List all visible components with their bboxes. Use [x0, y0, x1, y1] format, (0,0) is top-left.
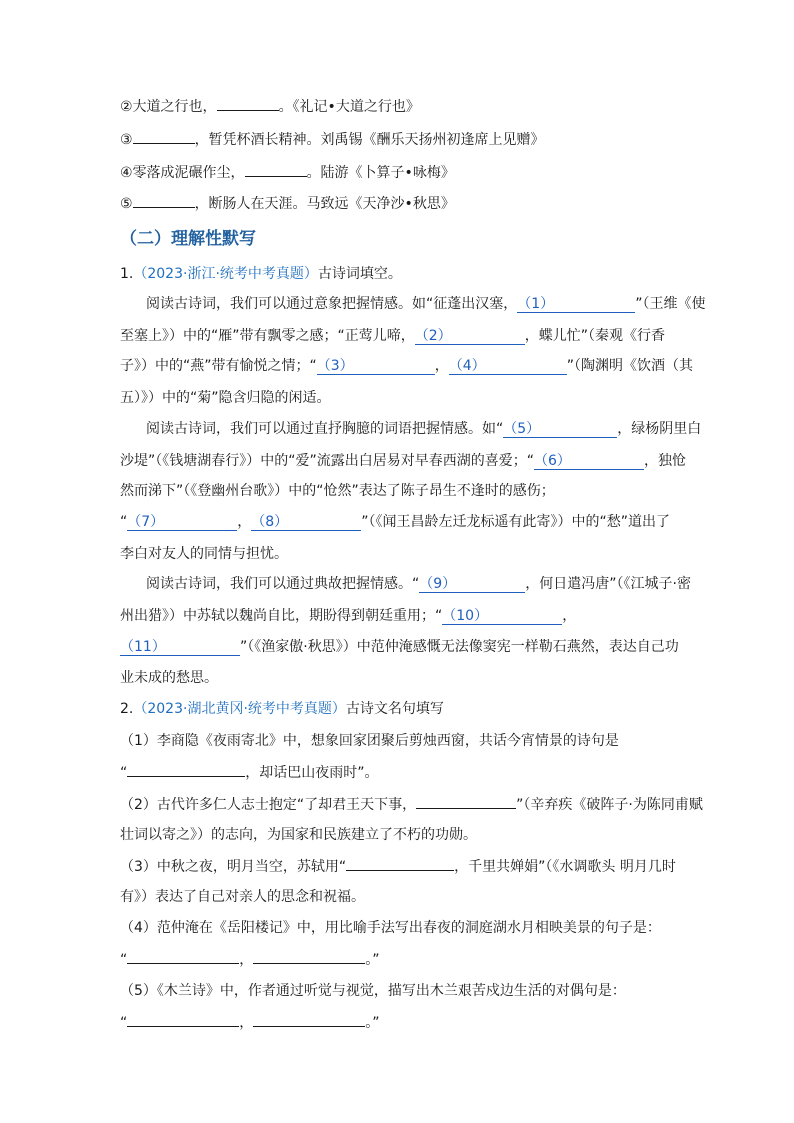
top-item-5: ⑤ ，断肠人在天涯。马致远《天净沙•秋思》 — [120, 193, 720, 214]
q2-line: 壮词以寄之》）的志向，为国家和民族建立了不朽的功勋。 — [120, 827, 477, 843]
q2-line: “ ， 。” — [120, 949, 720, 970]
q1-line: 阅读古诗词，我们可以通过直抒胸臆的词语把握情感。如“（5） ，绿杨阴里白 — [146, 421, 702, 437]
q2-line: 有》）表达了自己对亲人的思念和祝福。 — [120, 889, 365, 905]
q2-line: （3）中秋之夜，明月当空，苏轼用“ ，千里共婵娟”（《水调歌头 明月几时 — [120, 856, 720, 877]
top-item-3: ③ ，暂凭杯酒长精神。刘禹锡《酬乐天扬州初逢席上见赠》 — [120, 129, 720, 150]
q1-line: 阅读古诗词，我们可以通过意象把握情感。如“征蓬出汉塞，（1） ”（王维《使 — [146, 296, 706, 312]
answer-blank[interactable] — [346, 856, 454, 871]
section-title: （二）理解性默写 — [120, 229, 256, 249]
answer-blank-6[interactable]: （6） — [534, 453, 644, 470]
answer-blank[interactable] — [253, 949, 365, 964]
answer-blank-5[interactable]: （5） — [503, 421, 617, 438]
q2-line: （4）范仲淹在《岳阳楼记》中，用比喻手法写出春夜的洞庭湖水月相映美景的句子是： — [120, 920, 661, 936]
q1-line: 至塞上》）中的“雁”带有飘零之感；“正莺儿啼，（2） ，蝶儿忙”（秦观《行香 — [120, 328, 666, 344]
answer-blank-10[interactable]: （10） — [442, 608, 562, 625]
answer-blank[interactable] — [127, 949, 239, 964]
answer-blank-8[interactable]: （8） — [251, 514, 361, 531]
q1-line: 子》）中的“燕”带有愉悦之情；“（3） ，（4） ”（陶渊明《饮酒（其 — [120, 358, 694, 374]
answer-blank-3[interactable]: （3） — [317, 358, 435, 375]
q1-line: 州出猎》）中苏轼以魏尚自比，期盼得到朝廷重用；“（10） ， — [120, 608, 577, 624]
q1-line: 然而涕下”（《登幽州台歌》）中的“怆然”表达了陈子昂生不逢时的感伤； — [120, 483, 555, 499]
answer-blank-9[interactable]: （9） — [419, 576, 525, 593]
top-item-2: ②大道之行也， 。《礼记•大道之行也》 — [120, 96, 720, 117]
top-item-4: ④零落成泥碾作尘， 。陆游《卜算子•咏梅》 — [120, 162, 720, 183]
q2-line: “ ，却话巴山夜雨时”。 — [120, 762, 720, 783]
q2-line: “ ， 。” — [120, 1012, 720, 1033]
q1-line: “（7） ，（8） ”（《闻王昌龄左迁龙标遥有此寄》）中的“愁”道出了 — [120, 514, 671, 530]
answer-blank-11[interactable]: （11） — [120, 639, 240, 656]
answer-blank[interactable] — [133, 129, 195, 144]
q1-line: 阅读古诗词，我们可以通过典故把握情感。“（9） ，何日遣冯唐”（《江城子·密 — [146, 576, 691, 592]
q2-line: （2）古代许多仁人志士抱定“了却君王天下事， ”（辛弃疾《破阵子·为陈同甫赋 — [120, 794, 720, 815]
answer-blank-2[interactable]: （2） — [415, 328, 525, 345]
q1-line: 五）》）中的“菊”隐含归隐的闲适。 — [120, 390, 331, 406]
q1-line: 李白对友人的同情与担忧。 — [120, 546, 288, 562]
answer-blank[interactable] — [133, 193, 195, 208]
answer-blank[interactable] — [127, 1012, 239, 1027]
answer-blank[interactable] — [245, 162, 307, 177]
q1-line: （11） ”（《渔家傲·秋思》）中范仲淹感慨无法像窦宪一样勒石燕然，表达自己功 — [120, 639, 679, 655]
answer-blank-4[interactable]: （4） — [449, 358, 567, 375]
answer-blank[interactable] — [416, 794, 516, 809]
answer-blank-7[interactable]: （7） — [127, 514, 237, 531]
q1-line: 业未成的愁思。 — [120, 670, 218, 686]
answer-blank[interactable] — [127, 762, 245, 777]
q2-line: （5）《木兰诗》中，作者通过听觉与视觉，描写出木兰艰苦戍边生活的对偶句是： — [120, 983, 626, 999]
answer-blank[interactable] — [253, 1012, 365, 1027]
question-1-header: 1.（2023·浙江·统考中考真题）古诗词填空。 — [120, 266, 402, 282]
answer-blank[interactable] — [217, 96, 279, 111]
q1-line: 沙堤”（《钱塘湖春行》）中的“爱”流露出白居易对早春西湖的喜爱；“（6） ，独怆 — [120, 453, 687, 469]
question-2-header: 2.（2023·湖北黄冈·统考中考真题）古诗文名句填写 — [120, 701, 444, 717]
answer-blank-1[interactable]: （1） — [517, 296, 635, 313]
q2-line: （1）李商隐《夜雨寄北》中，想象回家团聚后剪烛西窗，共话今宵情景的诗句是 — [120, 733, 619, 749]
